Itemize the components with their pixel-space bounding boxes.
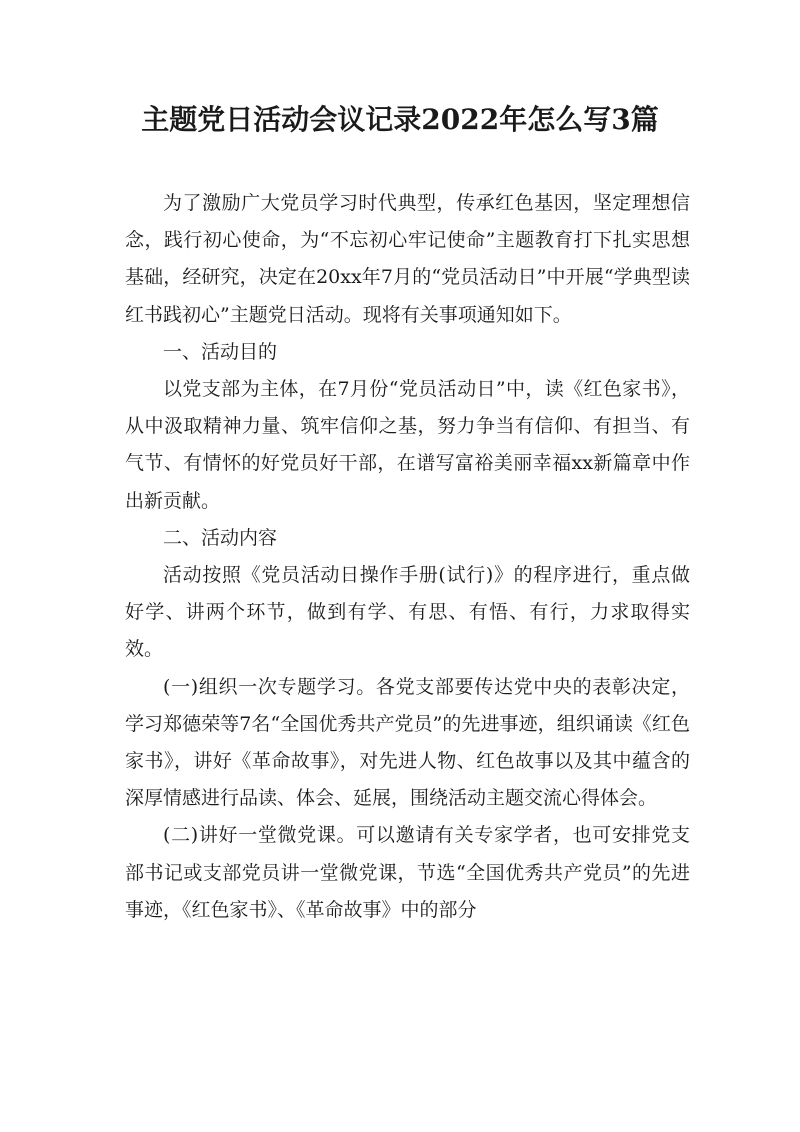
paragraph-intro: 为了激励广大党员学习时代典型，传承红色基因，坚定理想信念，践行初心使命，为“不忘初心牢记使命”主题教育打下扎实思想基础，经研究，决定在20xx年7月的“党员活动日”中开展“学典型读红书践初心”主题党日活动。现将有关事项通知如下。 xyxy=(125,192,690,326)
paragraph-study: (一)组织一次专题学习。各党支部要传达党中央的表彰决定，学习郑德荣等7名“全国优秀共产党员”的先进事迹，组织诵读《红色家书》，讲好《革命故事》，对先进人物、红色故事以及其中蕴含的深厚情感进行品读、体会、延展，围绕活动主题交流心得体会。 xyxy=(125,675,690,810)
document-title: 主题党日活动会议记录2022年怎么写3篇 xyxy=(141,103,659,136)
document-body xyxy=(125,185,690,929)
paragraph-purpose: 以党支部为主体，在7月份“党员活动日”中，读《红色家书》，从中汲取精神力量、筑牢信仰之基，努力争当有信仰、有担当、有气节、有情怀的好党员好干部，在谱写富裕美丽幸福xx新篇章中作出新贡献。 xyxy=(125,378,690,512)
section-heading-purpose: 一、活动目的 xyxy=(163,340,278,363)
section-heading-content: 二、活动内容 xyxy=(163,526,278,549)
paragraph-content: 活动按照《党员活动日操作手册(试行)》的程序进行，重点做好学、讲两个环节，做到有学、有思、有悟、有行，力求取得实效。 xyxy=(125,564,690,661)
paragraph-lecture: (二)讲好一堂微党课。可以邀请有关专家学者，也可安排党支部书记或支部党员讲一堂微党课，节选“全国优秀共产党员”的先进事迹，《红色家书》、《革命故事》中的部分 xyxy=(125,824,690,921)
